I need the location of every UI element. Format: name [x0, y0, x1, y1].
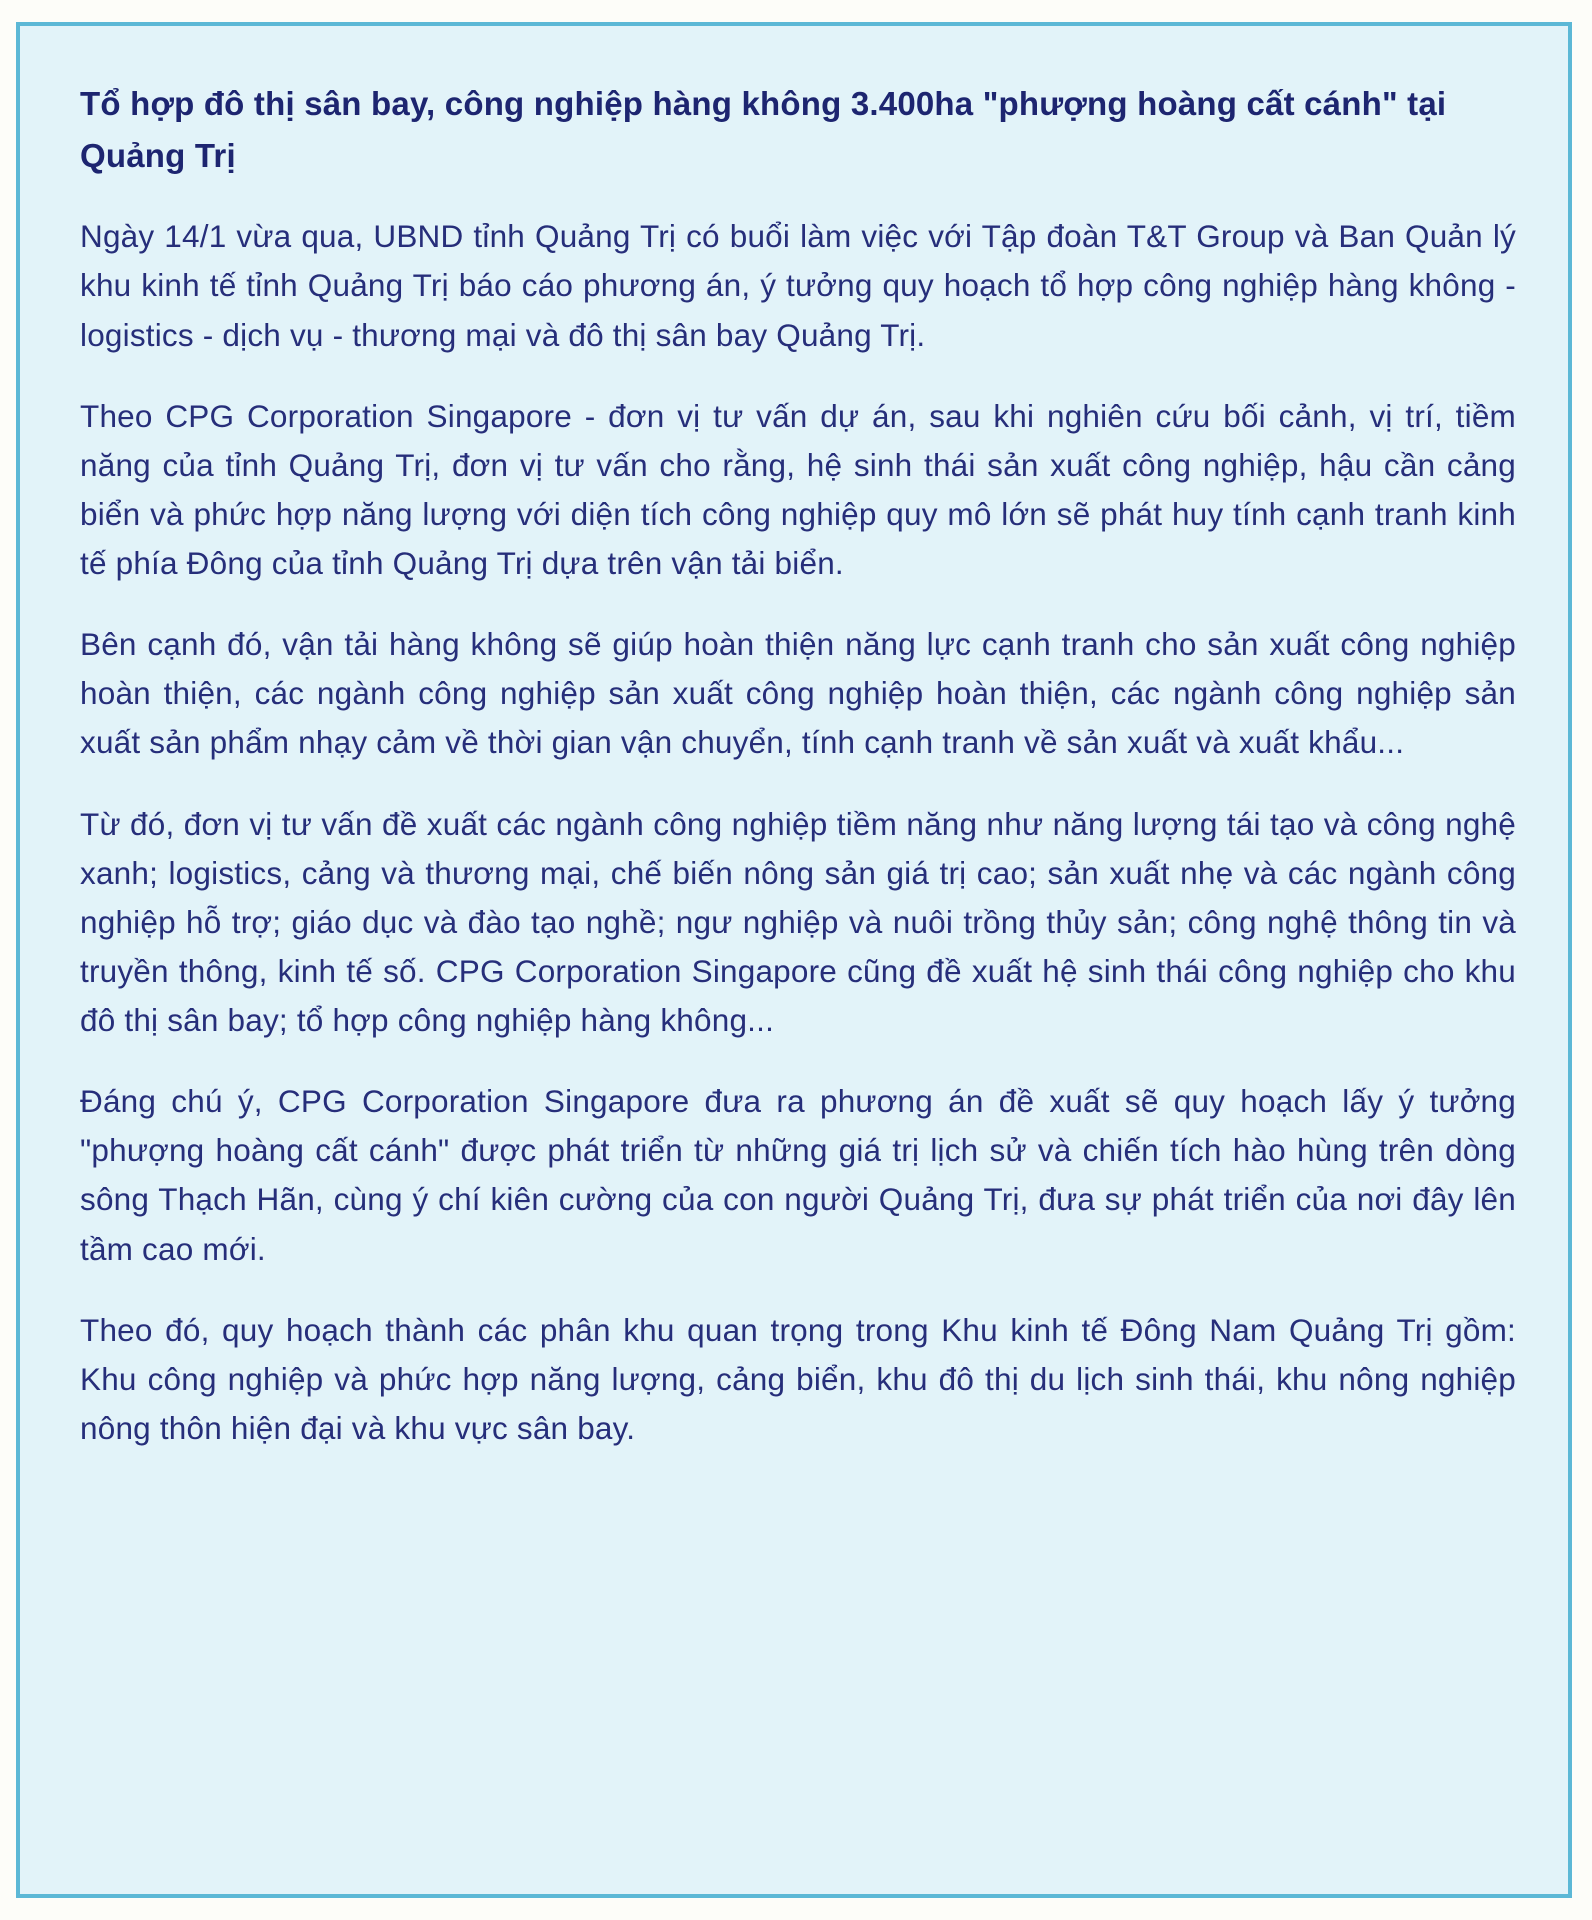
article-paragraph-2: Theo CPG Corporation Singapore - đơn vị tư vấn dự án, sau khi nghiên cứu bối cảnh, vị trí, tiềm năng của tỉnh Quảng Trị, đơn vị tư vấn cho rằng, hệ sinh thái sản xuất công nghiệp, hậu cần cảng biển và phức hợp năng lượng với diện tích công nghiệp quy mô lớn sẽ phát huy tính cạnh tranh kinh tế phía Đông của tỉnh Quảng Trị dựa trên vận tải biển. [80, 397, 1516, 581]
article-paragraph-3: Bên cạnh đó, vận tải hàng không sẽ giúp hoàn thiện năng lực cạnh tranh cho sản xuất công nghiệp hoàn thiện, các ngành công nghiệp sản xuất công nghiệp hoàn thiện, các ngành công nghiệp sản xuất sản phẩm nhạy cảm về thời gian vận chuyển, tính cạnh tranh về sản xuất và xuất khẩu... [80, 626, 1516, 761]
article-paragraph-6: Theo đó, quy hoạch thành các phân khu quan trọng trong Khu kinh tế Đông Nam Quảng Trị gồm: Khu công nghiệp và phức hợp năng lượng, cảng biển, khu đô thị du lịch sinh thái, khu nông nghiệp nông thôn hiện đại và khu vực sân bay. [80, 1311, 1516, 1446]
article-paragraph-1: Ngày 14/1 vừa qua, UBND tỉnh Quảng Trị có buổi làm việc với Tập đoàn T&T Group và Ban Quản lý khu kinh tế tỉnh Quảng Trị báo cáo phương án, ý tưởng quy hoạch tổ hợp công nghiệp hàng không - logistics - dịch vụ - thương mại và đô thị sân bay Quảng Trị. [80, 218, 1516, 353]
article-card [16, 22, 1572, 1898]
article-title: Tổ hợp đô thị sân bay, công nghiệp hàng không 3.400ha "phượng hoàng cất cánh" tại Quảng Trị [80, 85, 1447, 175]
article-paragraph-5: Đáng chú ý, CPG Corporation Singapore đưa ra phương án đề xuất sẽ quy hoạch lấy ý tưởng "phượng hoàng cất cánh" được phát triển từ những giá trị lịch sử và chiến tích hào hùng trên dòng sông Thạch Hãn, cùng ý chí kiên cường của con người Quảng Trị, đưa sự phát triển của nơi đây lên tầm cao mới. [80, 1083, 1516, 1267]
article-paragraph-4: Từ đó, đơn vị tư vấn đề xuất các ngành công nghiệp tiềm năng như năng lượng tái tạo và công nghệ xanh; logistics, cảng và thương mại, chế biến nông sản giá trị cao; sản xuất nhẹ và các ngành công nghiệp hỗ trợ; giáo dục và đào tạo nghề; ngư nghiệp và nuôi trồng thủy sản; công nghệ thông tin và truyền thông, kinh tế số. CPG Corporation Singapore cũng đề xuất hệ sinh thái công nghiệp cho khu đô thị sân bay; tổ hợp công nghiệp hàng không... [80, 805, 1516, 1038]
